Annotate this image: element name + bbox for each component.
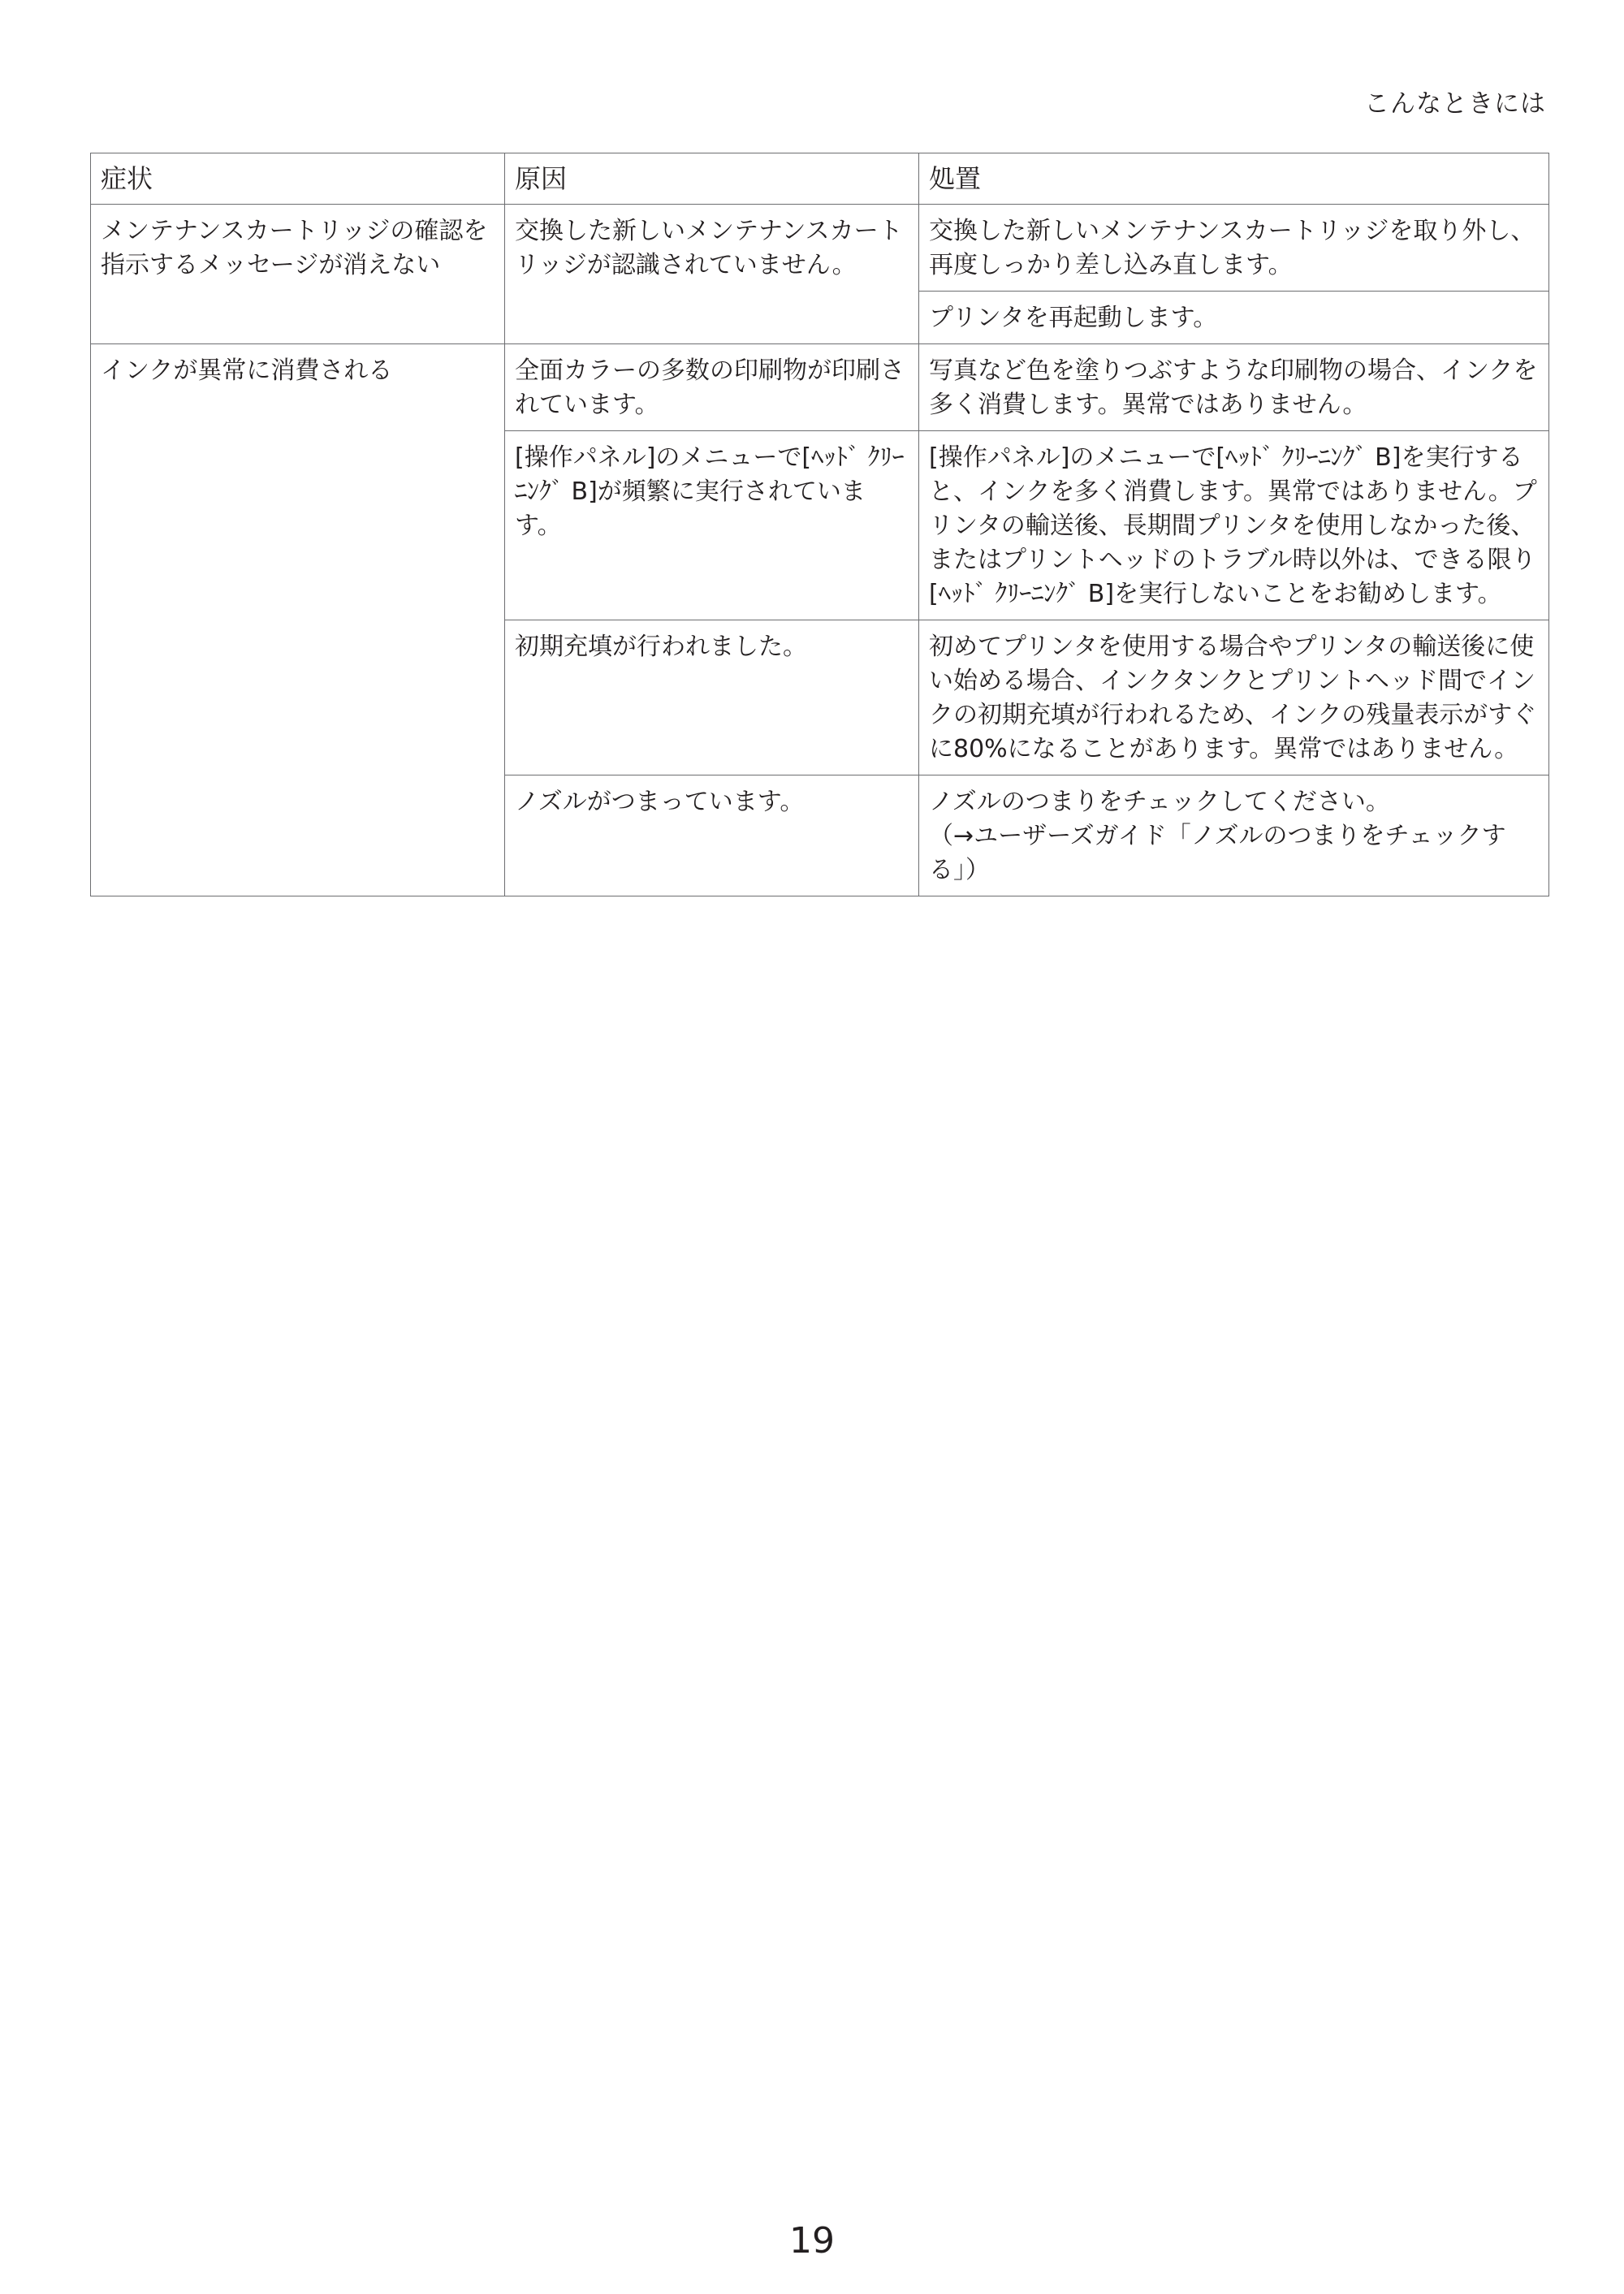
header-remedy: 処置 [919,153,1549,205]
remedy-cell: ノズルのつまりをチェックしてください。 （→ユーザーズガイド「ノズルのつまりをチェックする」） [919,775,1549,896]
remedy-cell: 初めてプリンタを使用する場合やプリンタの輸送後に使い始める場合、インクタンクとプリントヘッド間でインクの初期充填が行われるため、インクの残量表示がすぐに80%になることがあります。異常ではありません。 [919,620,1549,775]
cause-cell: 交換した新しいメンテナンスカートリッジが認識されていません。 [505,205,919,344]
remedy-cell: 写真など色を塗りつぶすような印刷物の場合、インクを多く消費します。異常ではありません。 [919,344,1549,431]
header-cause: 原因 [505,153,919,205]
remedy-cell: プリンタを再起動します。 [919,292,1549,344]
remedy-cell: [操作パネル]のメニューで[ﾍｯﾄﾞ ｸﾘｰﾆﾝｸﾞ B]を実行すると、インクを多く消費します。異常ではありません。プリンタの輸送後、長期間プリンタを使用しなかった後、またはプリントヘッドのトラブル時以外は、できる限り[ﾍｯﾄﾞ ｸﾘｰﾆﾝｸﾞ B]を実行しないことをお勧めします。 [919,431,1549,620]
table-header-row [91,153,1549,205]
remedy-cell: 交換した新しいメンテナンスカートリッジを取り外し、再度しっかり差し込み直します。 [919,205,1549,292]
cause-cell: ノズルがつまっています。 [505,775,919,896]
cause-cell: 初期充填が行われました。 [505,620,919,775]
symptom-cell: インクが異常に消費される [91,344,505,896]
cause-cell: [操作パネル]のメニューで[ﾍｯﾄﾞ ｸﾘｰﾆﾝｸﾞ B]が頻繁に実行されています。 [505,431,919,620]
troubleshooting-table [90,153,1549,896]
table-row [91,205,1549,292]
running-header: こんなときには [1364,89,1546,119]
table-row [91,344,1549,431]
header-symptom: 症状 [91,153,505,205]
symptom-cell: メンテナンスカートリッジの確認を指示するメッセージが消えない [91,205,505,344]
page-number: 19 [789,2220,835,2262]
cause-cell: 全面カラーの多数の印刷物が印刷されています。 [505,344,919,431]
